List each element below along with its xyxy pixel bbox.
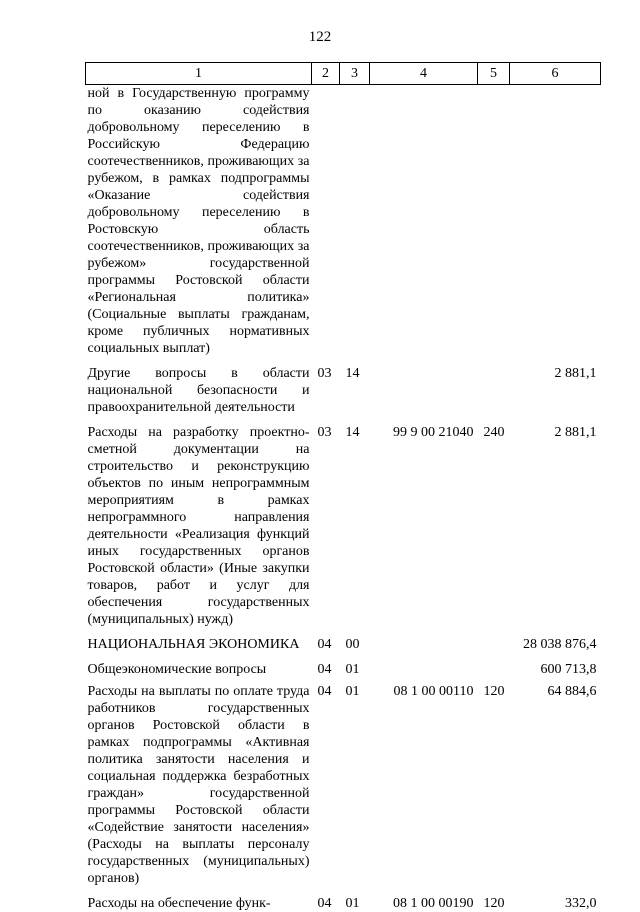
- row-subsection: 01: [345, 896, 360, 911]
- row-subsection: 14: [345, 425, 360, 440]
- row-subsection: 14: [345, 366, 360, 381]
- row-amount: 28 038 876,4: [523, 637, 597, 652]
- row-subsection: [340, 85, 370, 358]
- budget-table: [85, 62, 601, 912]
- row-name: Общеэкономические вопросы: [87, 662, 267, 677]
- row-section: 04: [317, 684, 332, 699]
- row-expense-type: [478, 653, 510, 678]
- table-row: [86, 628, 601, 653]
- row-target-article: [370, 628, 478, 653]
- row-name: Другие вопросы в области национальной безопасности и правоохранительной деятельности: [87, 366, 310, 415]
- table-row: [86, 85, 601, 358]
- header-col-6: 6: [510, 63, 601, 85]
- row-target-article: [370, 85, 478, 358]
- row-expense-type: 120: [483, 896, 505, 911]
- row-target-article: [370, 357, 478, 416]
- page-number: 122: [308, 29, 332, 45]
- row-section: 03: [317, 425, 332, 440]
- row-name: НАЦИОНАЛЬНАЯ ЭКОНОМИКА: [87, 637, 300, 652]
- header-col-1: 1: [86, 63, 312, 85]
- table-row: [86, 887, 601, 912]
- row-expense-type: [478, 357, 510, 416]
- row-section: 03: [317, 366, 332, 381]
- row-target-article: 99 9 00 21040: [393, 425, 474, 440]
- table-header-row: [86, 63, 601, 85]
- row-expense-type: 120: [483, 684, 505, 699]
- table-row: [86, 357, 601, 416]
- row-amount: 2 881,1: [554, 366, 597, 381]
- row-amount: [510, 85, 601, 358]
- row-name: Расходы на выплаты по оплате труда работников государственных органов Ростовской области в рамках подпрограммы «Активная политика занятости населения и социальная поддержка безработных граждан» государственной программы Ростовской области «Содействие занятости населения» (Расходы на выплаты персоналу государственных (муниципальных) органов): [87, 684, 310, 886]
- row-amount: 64 884,6: [547, 684, 597, 699]
- row-section: 04: [317, 637, 332, 652]
- header-col-3: 3: [340, 63, 370, 85]
- row-subsection: 01: [345, 662, 360, 677]
- row-expense-type: 240: [483, 425, 505, 440]
- header-col-2: 2: [312, 63, 340, 85]
- row-name: ной в Государственную программу по оказанию содействия добровольному переселению в Российскую Федерацию соотечественников, проживающих за рубежом, в рамках подпрограммы «Оказание содействия добровольному переселению в Ростовскую область соотечественников, проживающих за рубежом» государственной программы Ростовской области «Региональная политика» (Социальные выплаты гражданам, кроме публичных нормативных социальных выплат): [87, 86, 310, 356]
- row-target-article: 08 1 00 00190: [393, 896, 474, 911]
- row-name: Расходы на разработку проектно-сметной документации на строительство и реконструкцию объектов по иным непрограммным мероприятиям в рамках непрограммного направления деятельности «Реализация функций иных государственных органов Ростовской области» (Иные закупки товаров, работ и услуг для обеспечения государственных (муниципальных) нужд): [87, 425, 310, 627]
- row-amount: 600 713,8: [540, 662, 597, 677]
- row-amount: 332,0: [565, 896, 597, 911]
- row-section: 04: [317, 662, 332, 677]
- row-name: Расходы на обеспечение функ-: [87, 896, 271, 911]
- row-subsection: 01: [345, 684, 360, 699]
- row-amount: 2 881,1: [554, 425, 597, 440]
- row-expense-type: [478, 85, 510, 358]
- row-section: [312, 85, 340, 358]
- header-col-4: 4: [370, 63, 478, 85]
- row-expense-type: [478, 628, 510, 653]
- row-section: 04: [317, 896, 332, 911]
- table-row: [86, 653, 601, 678]
- table-row: [86, 416, 601, 628]
- row-target-article: [370, 653, 478, 678]
- row-subsection: 00: [345, 637, 360, 652]
- table-row: [86, 678, 601, 887]
- header-col-5: 5: [478, 63, 510, 85]
- row-target-article: 08 1 00 00110: [393, 684, 474, 699]
